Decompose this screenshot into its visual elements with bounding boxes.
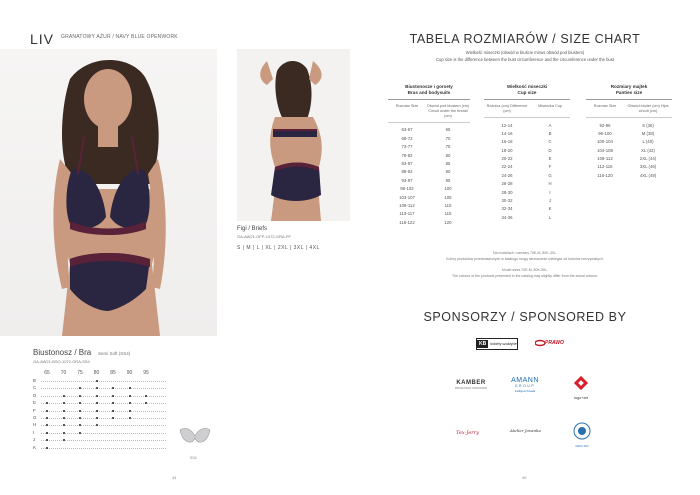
table-cell: I xyxy=(549,189,551,195)
table-cell: 115 xyxy=(444,211,452,217)
panties-col-size: Rozmiar Size xyxy=(593,104,617,108)
table-row xyxy=(484,163,570,171)
prawo-swoosh-icon xyxy=(535,339,545,347)
size-chart-title: TABELA ROZMIARÓW / SIZE CHART xyxy=(409,32,641,46)
size-available-dot xyxy=(96,402,98,404)
size-available-dot xyxy=(79,410,81,412)
table-cell: H xyxy=(548,181,552,187)
table-cell: 120 xyxy=(444,219,452,225)
sponsor-logo-kamber xyxy=(453,380,489,390)
cups-col-difference: Różnica (cm) Difference (cm) xyxy=(486,104,528,113)
size-available-dot xyxy=(63,402,65,404)
model-photo-back xyxy=(237,49,350,221)
note-model-pl: Na modelach: rozmiary 70E-M, 80K-3XL. xyxy=(493,251,557,255)
prawo-text: PRAWO xyxy=(545,340,564,346)
table-cell: L (40) xyxy=(642,139,654,145)
grid-column-header: 90 xyxy=(126,370,133,376)
table-row xyxy=(586,138,672,146)
cups-col-cup: Miseczka Cup xyxy=(538,104,562,108)
briefs-title: Figi / Briefs xyxy=(237,226,268,232)
oekotex-icon xyxy=(573,422,591,440)
table-cell: C xyxy=(548,139,552,145)
sponsor-logo-script-dark: Atelier Jovanka xyxy=(510,428,541,433)
table-cell: 96-100 xyxy=(598,130,612,136)
size-available-dot xyxy=(63,439,65,441)
cups-heading-en: Cup size xyxy=(517,90,537,95)
bra-size-grid xyxy=(33,370,173,460)
table-row xyxy=(484,171,570,179)
cups-table xyxy=(484,84,570,222)
sponsors-title: SPONSORZY / SPONSORED BY xyxy=(423,310,627,324)
grid-row-label: H xyxy=(33,422,37,428)
kamber-subtext: PRODUCENT OPAKOWAŃ xyxy=(454,387,488,390)
table-row xyxy=(586,163,672,171)
size-available-dot xyxy=(145,395,147,397)
grid-row-line xyxy=(41,440,166,441)
sponsor-logo-amann xyxy=(508,377,542,393)
size-available-dot xyxy=(63,410,65,412)
table-cell: 20-22 xyxy=(501,156,513,162)
table-cell: 112-116 xyxy=(597,164,613,170)
grid-column-header: 85 xyxy=(110,370,116,376)
table-cell: 30-32 xyxy=(501,198,513,204)
note-colors-en: The colours of the products presented in the catalog may slightly differ from the actual colours. xyxy=(451,274,599,278)
grid-column-header: 65 xyxy=(44,370,50,376)
table-cell: E xyxy=(548,156,552,162)
size-available-dot xyxy=(46,447,48,449)
table-cell: 108-112 xyxy=(399,202,415,208)
size-available-dot xyxy=(129,395,131,397)
grid-row-label: J xyxy=(33,437,36,443)
grid-row-line xyxy=(41,448,166,449)
table-row xyxy=(484,196,570,204)
table-cell: 24-26 xyxy=(501,172,513,178)
table-row xyxy=(484,129,570,137)
table-row xyxy=(388,185,470,193)
size-available-dot xyxy=(63,395,65,397)
bra-code: GA-AW21-BSO-1072-GRA-SS4 xyxy=(33,359,90,364)
table-cell: 83-87 xyxy=(401,161,413,167)
bras-heading-en: Bras and bodysuits xyxy=(407,90,451,95)
kamber-text: KAMBER xyxy=(456,380,486,386)
table-cell: 108-112 xyxy=(597,156,613,162)
size-available-dot xyxy=(79,417,81,419)
amann-text: AMANN xyxy=(511,377,539,384)
table-cell: 26-28 xyxy=(501,181,513,187)
table-cell: M (38) xyxy=(641,130,655,136)
table-cell: 3XL (46) xyxy=(639,164,657,170)
size-available-dot xyxy=(63,417,65,419)
table-row xyxy=(586,121,672,129)
grid-row-line xyxy=(41,433,166,434)
table-row xyxy=(388,193,470,201)
table-cell: 28-30 xyxy=(501,189,513,195)
table-cell: 95 xyxy=(445,177,451,183)
grid-row-line xyxy=(41,418,166,419)
table-row xyxy=(586,129,672,137)
table-row xyxy=(484,121,570,129)
grid-row-line xyxy=(41,403,166,404)
logoart-text: logo+art xyxy=(574,396,588,400)
table-cell: 12-14 xyxy=(501,122,513,128)
grid-row-line xyxy=(41,381,166,382)
table-cell: 78-82 xyxy=(401,152,413,158)
table-row xyxy=(388,143,470,151)
panties-heading-pl: Rozmiary majtek xyxy=(610,84,648,89)
table-cell: 2XL (44) xyxy=(639,156,657,162)
table-cell: 63-67 xyxy=(401,127,413,133)
grid-row-label: C xyxy=(33,385,37,391)
right-page xyxy=(350,0,700,495)
size-available-dot xyxy=(96,417,98,419)
size-available-dot xyxy=(96,410,98,412)
grid-row-line xyxy=(41,411,166,412)
amann-subtext: Intelligent threads xyxy=(514,390,536,393)
grid-column-header: 70 xyxy=(60,370,67,376)
table-cell: 14-16 xyxy=(501,130,513,136)
sponsor-logo-logoart xyxy=(570,375,592,400)
briefs-sizes: S | M | L | XL | 2XL | 3XL | 4XL xyxy=(237,245,320,251)
table-row xyxy=(388,218,470,226)
collection-name: LIV xyxy=(30,31,55,47)
table-cell: 105 xyxy=(444,194,452,200)
grid-row-line xyxy=(41,388,166,389)
table-row xyxy=(388,159,470,167)
table-cell: F xyxy=(548,164,552,170)
size-available-dot xyxy=(46,410,48,412)
table-row xyxy=(388,168,470,176)
bras-col-size: Rozmiar Size xyxy=(395,104,419,108)
sponsor-logo-script-red: Tex-Jerry xyxy=(456,430,479,436)
cups-heading-pl: Wielkość miseczki xyxy=(506,84,548,89)
kb-text: kobiety szukajcie xyxy=(490,342,517,346)
table-cell: 75 xyxy=(445,144,451,150)
table-cell: J xyxy=(548,198,552,204)
table-row xyxy=(586,171,672,179)
table-cell: 104-108 xyxy=(597,147,613,153)
table-cell: 34-36 xyxy=(501,214,513,220)
table-cell: 116-120 xyxy=(597,172,613,178)
size-available-dot xyxy=(46,432,48,434)
intro-pl: Wielkość miseczki (obwód w biuście minus obwód pod biustem) xyxy=(465,50,585,55)
size-available-dot xyxy=(129,410,131,412)
table-row xyxy=(484,138,570,146)
size-available-dot xyxy=(112,417,114,419)
table-row xyxy=(388,201,470,209)
table-cell: A xyxy=(548,122,552,128)
table-cell: 92-96 xyxy=(599,122,611,128)
size-available-dot xyxy=(63,432,65,434)
bras-heading-pl: Biustonosze i gorsety xyxy=(405,84,453,89)
grid-column-header: 75 xyxy=(77,370,83,376)
bra-title: Biustonosz / Bra xyxy=(33,348,92,357)
table-row xyxy=(388,151,470,159)
table-cell: K xyxy=(548,206,552,212)
grid-row-label: G xyxy=(33,415,37,420)
table-cell: L xyxy=(548,214,552,220)
size-available-dot xyxy=(129,417,131,419)
table-cell: 88-92 xyxy=(401,169,413,175)
note-model-en: Model sizes 70E-M, 80K-3XL. xyxy=(501,268,549,272)
table-cell: XL (42) xyxy=(641,147,655,153)
table-cell: 100 xyxy=(444,186,452,192)
size-available-dot xyxy=(46,417,48,419)
sponsor-logo-kb xyxy=(476,338,518,350)
table-cell: 22-24 xyxy=(501,164,513,170)
intro-en: Cup size is the difference between the bust circumference and the circumference under the bust xyxy=(436,57,614,62)
table-cell: 90 xyxy=(445,169,451,175)
table-row xyxy=(388,176,470,184)
amann-group-text: GROUP xyxy=(514,384,536,388)
model-photo-front xyxy=(0,49,217,336)
grid-row-line xyxy=(41,425,166,426)
bra-product-label: SS4 xyxy=(190,456,197,460)
table-cell: G xyxy=(548,172,552,178)
grid-row-label: F xyxy=(33,407,36,413)
grid-row-label: I xyxy=(33,429,35,435)
table-row xyxy=(484,205,570,213)
table-cell: 4XL (48) xyxy=(639,172,657,178)
sponsor-logo-prawo xyxy=(535,339,564,347)
table-cell: 68-72 xyxy=(401,135,413,141)
grid-row-label: K xyxy=(33,444,37,450)
size-available-dot xyxy=(96,395,98,397)
kb-mark: KB xyxy=(479,341,487,347)
size-available-dot xyxy=(96,380,98,382)
grid-column-header: 95 xyxy=(143,370,149,376)
panties-col-hips: Obwód bioder (cm) Hips circuit (cm) xyxy=(627,104,669,113)
size-available-dot xyxy=(79,432,81,434)
bra-product-image xyxy=(178,424,212,453)
grid-row-label: D xyxy=(33,392,37,398)
panties-heading-en: Panties size xyxy=(615,90,643,95)
page-number-left: 44 xyxy=(172,475,177,480)
note-colors-pl: Kolory produktów przedstawionych w katalogu mogą nieznacznie odbiegać od kolorów rzeczywistych. xyxy=(446,257,604,261)
table-row xyxy=(484,180,570,188)
sponsor-logo-oekotex xyxy=(567,422,597,448)
page-number-right: 45 xyxy=(522,475,527,480)
table-cell: 103-107 xyxy=(399,194,415,200)
table-cell: 18-20 xyxy=(501,147,513,153)
table-cell: 16-18 xyxy=(501,139,513,145)
table-row xyxy=(388,126,470,134)
table-cell: 32-34 xyxy=(501,206,513,212)
table-cell: 113-117 xyxy=(399,211,415,217)
grid-column-header: 80 xyxy=(93,370,100,376)
logoart-icon xyxy=(573,375,589,391)
bras-col-underbust: Obwód pod biustem (cm) Circuit under the breast (cm) xyxy=(426,104,470,118)
table-cell: 118-122 xyxy=(399,219,415,225)
table-row xyxy=(484,146,570,154)
table-cell: 65 xyxy=(445,127,451,133)
table-cell: 110 xyxy=(444,202,452,208)
table-row xyxy=(484,188,570,196)
collection-subtitle: GRANATOWY AŻUR / NAVY BLUE OPENWORK xyxy=(61,34,178,40)
table-row xyxy=(484,213,570,221)
table-cell: B xyxy=(548,130,552,136)
table-row xyxy=(388,210,470,218)
grid-row-label: B xyxy=(33,378,37,383)
oekotex-text: OEKO-TEX xyxy=(575,445,589,448)
briefs-code: GA-AW21-GFP-1072-GRA-FP xyxy=(237,234,292,239)
size-available-dot xyxy=(112,395,114,397)
size-available-dot xyxy=(129,402,131,404)
table-row xyxy=(586,146,672,154)
bra-type: Semi Soft (SS4) xyxy=(98,351,131,356)
size-available-dot xyxy=(112,410,114,412)
table-cell: 85 xyxy=(445,161,451,167)
bras-table xyxy=(388,84,470,226)
table-row xyxy=(388,134,470,142)
table-row xyxy=(484,154,570,162)
table-cell: 93-97 xyxy=(401,177,413,183)
grid-row-line xyxy=(41,396,166,397)
table-cell: S (36) xyxy=(642,122,654,128)
table-row xyxy=(586,154,672,162)
table-cell: 70 xyxy=(445,135,451,141)
panties-table xyxy=(586,84,672,180)
size-available-dot xyxy=(79,395,81,397)
grid-row-label: E xyxy=(33,400,37,406)
table-cell: 100-104 xyxy=(597,139,613,145)
table-cell: 73-77 xyxy=(401,144,413,150)
table-cell: 80 xyxy=(445,152,451,158)
table-cell: 98-102 xyxy=(400,186,414,192)
table-cell: D xyxy=(548,147,552,153)
